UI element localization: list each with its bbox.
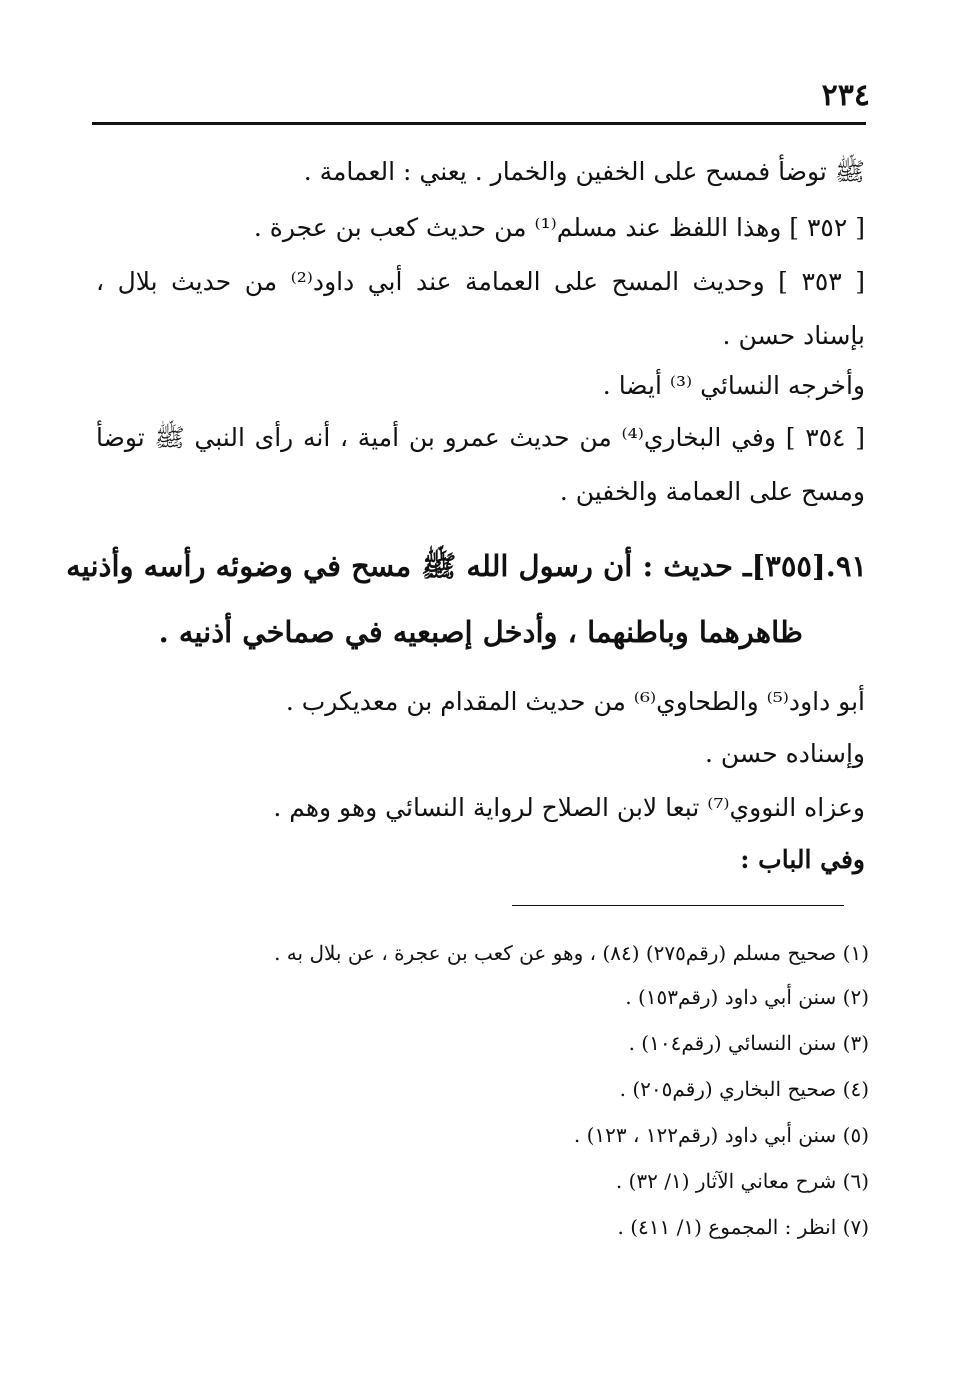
chapter-note: وفي الباب : [740, 845, 865, 874]
body-line-1: ﷺ توضأ فمسح على الخفين والخمار . يعني : العمامة . [303, 157, 865, 186]
header-rule [92, 122, 866, 125]
hadith-heading-line-2: ظاهرهما وباطنهما ، وأدخل إصبعيه في صماخي أذنيه . [158, 615, 803, 649]
body-line-4: بإسناد حسن . [722, 321, 865, 350]
body-line-3: [ ٣٥٣ ] وحديث المسح على العمامة عند أبي داود⁽²⁾ من حديث بلال ، [96, 267, 865, 296]
footnote-7: (٧) انظر : المجموع (١/ ٤١١) . [617, 1215, 869, 1239]
body-line-9: وإسناده حسن . [705, 739, 865, 768]
footnote-1: (١) صحيح مسلم (رقم٢٧٥) (٨٤) ، وهو عن كعب بن عجرة ، عن بلال به . [274, 941, 869, 965]
body-line-8: أبو داود⁽⁵⁾ والطحاوي⁽⁶⁾ من حديث المقدام بن معديكرب . [285, 687, 865, 716]
body-line-10: وعزاه النووي⁽⁷⁾ تبعا لابن الصلاح لرواية النسائي وهو وهم . [273, 793, 865, 822]
footnote-6: (٦) شرح معاني الآثار (١/ ٣٢) . [615, 1169, 869, 1193]
body-line-7: ومسح على العمامة والخفين . [559, 477, 865, 506]
footnote-rule [512, 905, 844, 906]
body-line-6: [ ٣٥٤ ] وفي البخاري⁽⁴⁾ من حديث عمرو بن أمية ، أنه رأى النبي ﷺ توضأ [96, 423, 865, 452]
footnote-2: (٢) سنن أبي داود (رقم١٥٣) . [625, 985, 869, 1009]
footnote-3: (٣) سنن النسائي (رقم١٠٤) . [628, 1031, 869, 1055]
footnote-5: (٥) سنن أبي داود (رقم١٢٢ ، ١٢٣) . [573, 1123, 869, 1147]
hadith-heading-line-1: ٩١.[٣٥٥]ـ حديث : أن رسول الله ﷺ مسح في وضوئه رأسه وأذنيه [66, 549, 867, 583]
page-number: ٢٣٤ [821, 78, 870, 113]
body-line-2: [ ٣٥٢ ] وهذا اللفظ عند مسلم⁽¹⁾ من حديث كعب بن عجرة . [253, 213, 865, 242]
body-line-5: وأخرجه النسائي ⁽³⁾ أيضا . [602, 371, 865, 400]
footnote-4: (٤) صحيح البخاري (رقم٢٠٥) . [619, 1077, 869, 1101]
